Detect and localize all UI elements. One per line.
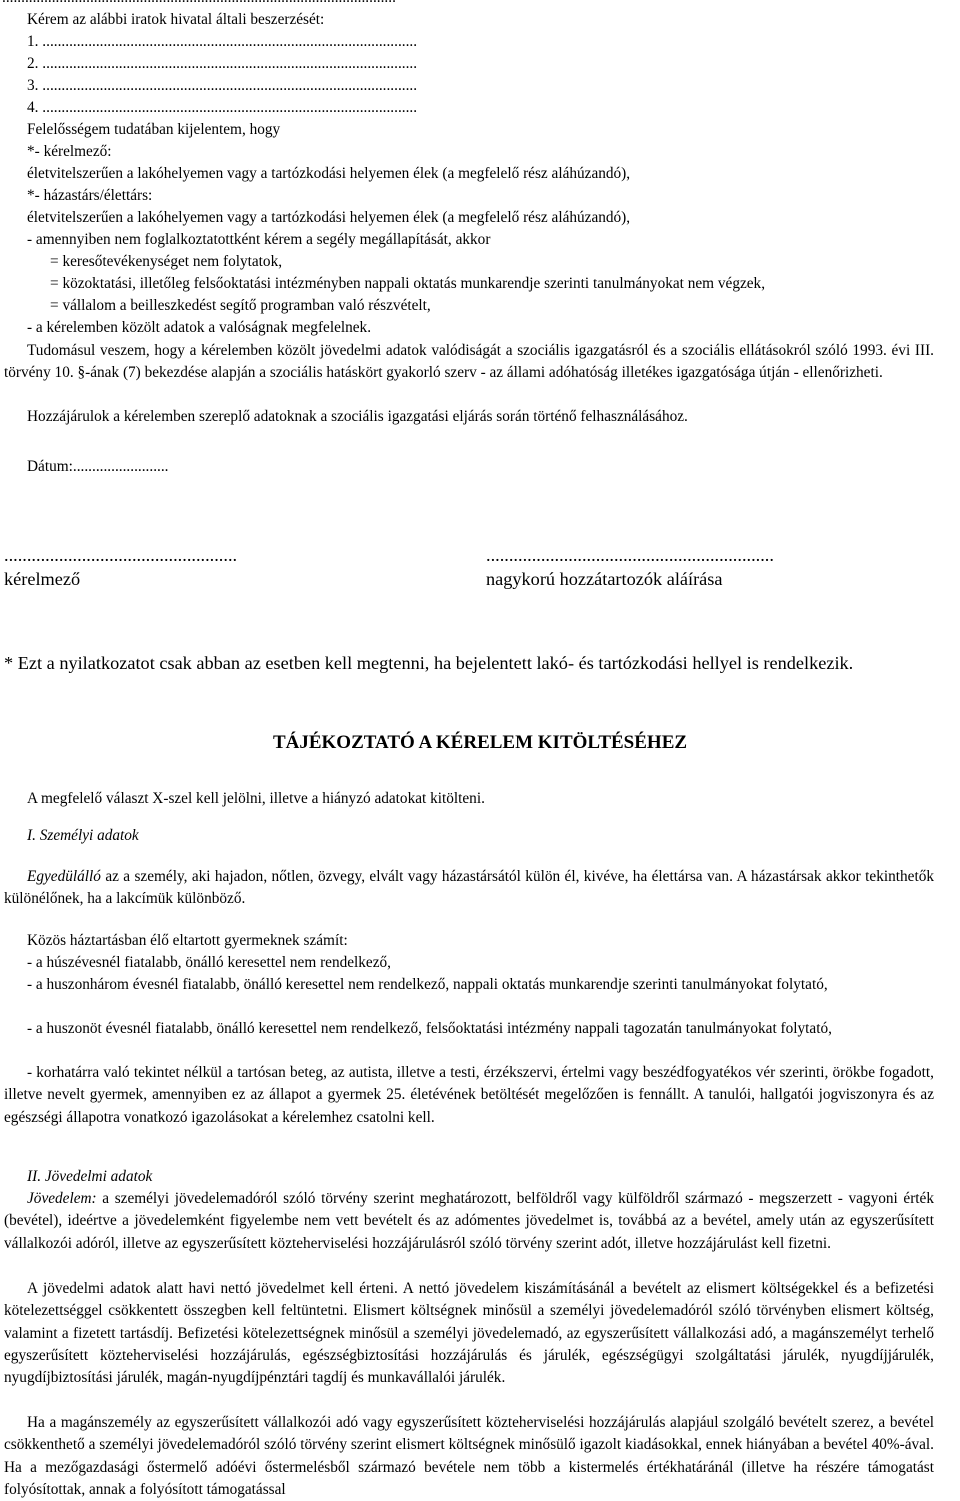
request-intro: Kérem az alábbi iratok hivatal általi beszerzését:: [27, 11, 325, 28]
declaration-line: = vállalom a beilleszkedést segítő programban való részvételt,: [50, 297, 431, 314]
dependent-item: - korhatárra való tekintet nélkül a tartósan beteg, az autista, illetve a testi, érzékszervi, értelmi vagy beszédfogyatékos vér szerinti, örökbe fogadott, illetve nevelt gyermek, amennyiben ez az állapot a gyermek 25. életévének betöltését megelőzően is fennállt. A tanulói, hallgatói jogviszonyra és az egészségi állapotra vonatkozó igazolásokat a kérelemhez csatolni kell.: [4, 1064, 934, 1126]
acknowledge-paragraph: Tudomásul veszem, hogy a kérelemben közölt jövedelmi adatok valódiságát a szociális igazgatásról és a szociális ellátásokról szóló 1993. évi III. törvény 10. §-ának (7) bekezdése alapján a szociális hatáskört gyakorló szerv - az állami adóhatóság illetékes igazgatósága útján - ellenőrizheti.: [4, 342, 934, 382]
net-income-paragraph: A jövedelmi adatok alatt havi nettó jövedelmet kell érteni. A nettó jövedelem kiszámításánál a bevételt az elismert költségekkel és a befizetési kötelezettséggel csökkentett összegben kell feltüntetni. Elismert költségnek minősül a személyi jövedelemadóról szóló törvényben elismert költség, valamint a fizetett tartásdíj. Befizetési kötelezettségnek minősül a személyi jövedelemadó, az egyszerűsített vállalkozási adó, a magánszemélyt terhelő egyszerűsített közteherviselési hozzájárulás, egészségbiztosítási hozzájárulás és járulék, egészségügyi szolgáltatási járulék, nyugdíjjárulék, nyugdíjbiztosítási járulék, magán-nyugdíjpénztári tagdíj és munkavállalói járulék.: [4, 1280, 934, 1387]
consent-paragraph: Hozzájárulok a kérelemben szereplő adatoknak a szociális igazgatási eljárás során történő felhasználásához.: [27, 408, 688, 425]
declaration-line: = keresőtevékenységet nem folytatok,: [50, 253, 283, 270]
section-heading-income: [27, 1166, 152, 1188]
section2-title: II. Jövedelmi adatok: [27, 1168, 153, 1185]
declaration-line: *- kérelmező:: [27, 143, 112, 160]
declaration-line: Felelősségem tudatában kijelentem, hogy: [27, 121, 281, 138]
income-definition: [4, 1188, 934, 1255]
relatives-signature-label: nagykorú hozzátartozók aláírása: [486, 569, 723, 589]
request-item-3: 3. ..................................................................................................: [27, 77, 418, 94]
guide-title: TÁJÉKOZTATÓ A KÉRELEM KITÖLTÉSÉHEZ: [272, 732, 688, 753]
section1-title: I. Személyi adatok: [27, 827, 139, 844]
declaration-line: életvitelszerűen a lakóhelyemen vagy a tartózkodási helyemen élek (a megfelelő rész aláhúzandó),: [27, 165, 631, 182]
request-item-1: 1. ..................................................................................................: [27, 33, 418, 50]
declaration-line: - a kérelemben közölt adatok a valóságnak megfelelnek.: [27, 319, 372, 336]
income-text: a személyi jövedelemadóról szóló törvény szerint meghatározott, belföldről vagy külföldről származó - megszerzett - vagyoni érték (bevétel), ideértve a jövedelemként figyelembe nem vett bevételt és az adómentes jövedelmet is, továbbá az a bevétel, amely után az egyszerűsített vállalkozói adóról, illetve az egyszerűsített közteherviselési hozzájárulásról szóló törvény szerint adót, illetve hozzájárulást kell fizetni.: [4, 1190, 934, 1252]
dependent-item: - a huszonhárom évesnél fiatalabb, önálló keresettel nem rendelkező, nappali oktatás munkarendje szerinti tanulmányokat folytató,: [27, 976, 828, 993]
relatives-signature-line: ...............................................................: [486, 545, 774, 565]
single-text: az a személy, aki hajadon, nőtlen, özvegy, elvált vagy házastársától külön él, kivéve, ha élettársa van. A házastársak akkor tekinthetők különélőnek, ha a lakcímük különböző.: [4, 868, 934, 908]
dependent-item: - a huszonöt évesnél fiatalabb, önálló keresettel nem rendelkező, felsőoktatási intézmény nappali tagozatán tanulmányokat folytató,: [27, 1020, 832, 1037]
date-field: Dátum:.........................: [27, 458, 169, 475]
dependent-item: - a húszévesnél fiatalabb, önálló keresettel nem rendelkező,: [27, 954, 391, 971]
declaration-line: = közoktatási, illetőleg felsőoktatási intézményben nappali oktatás munkarendje szerinti tanulmányokat nem végzek,: [50, 275, 766, 292]
declaration-line: - amennyiben nem foglalkoztatottként kérem a segély megállapítását, akkor: [27, 231, 491, 248]
single-definition: [4, 866, 934, 911]
single-term: Egyedülálló: [27, 868, 101, 885]
footnote: * Ezt a nyilatkozatot csak abban az esetben kell megtenni, ha bejelentett lakó- és tartózkodási hellyel is rendelkezik.: [4, 653, 854, 673]
dependents-intro: Közös háztartásban élő eltartott gyermeknek számít:: [27, 932, 348, 949]
ekho-paragraph: Ha a magánszemély az egyszerűsített vállalkozói adó vagy egyszerűsített közteherviselési hozzájárulás alapjául szolgáló bevételt szerez, a bevétel csökkenthető a személyi jövedelemadóról szóló törvény szerint elismert költségnek minősülő igazolt kiadásokkal, ennek hiányában a bevétel 40%-ával. Ha a mezőgazdasági őstermelő adóévi őstermelésből származó bevétele nem több a kistermelés értékhatáránál (illetve ha részére támogatást folyósítottak, annak a folyósított támogatással: [4, 1414, 934, 1498]
applicant-signature-line: ...................................................: [4, 545, 238, 565]
request-item-4: 4. ..................................................................................................: [27, 99, 418, 116]
guide-intro: A megfelelő választ X-szel kell jelölni, illetve a hiányzó adatokat kitölteni.: [27, 790, 485, 807]
declaration-line: *- házastárs/élettárs:: [27, 187, 153, 204]
section-heading-personal: [27, 825, 139, 847]
income-term: Jövedelem:: [27, 1190, 97, 1207]
top-dots: [2, 0, 396, 9]
applicant-signature-label: kérelmező: [4, 569, 81, 589]
request-item-2: 2. ..................................................................................................: [27, 55, 418, 72]
declaration-line: életvitelszerűen a lakóhelyemen vagy a tartózkodási helyemen élek (a megfelelő rész aláhúzandó),: [27, 209, 631, 226]
